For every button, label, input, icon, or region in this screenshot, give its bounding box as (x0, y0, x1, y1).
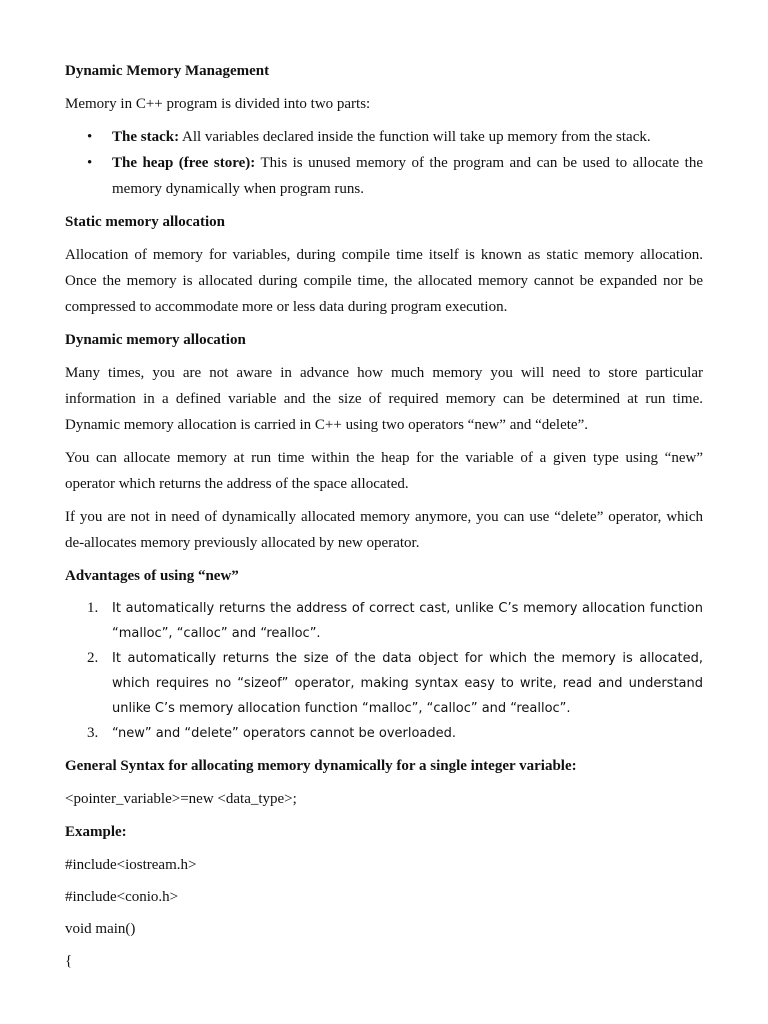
list-item (65, 150, 703, 202)
bullet-text: This is unused memory of the program and can be used to allocate the memory dynamically when program runs. (112, 155, 703, 197)
advantage-text: “new” and “delete” operators cannot be overloaded. (112, 726, 457, 741)
dynamic-paragraph-2: You can allocate memory at run time within the heap for the variable of a given type using “new” operator which returns the address of the space allocated. (65, 450, 703, 492)
bullet-lead: The heap (free store): (112, 155, 256, 171)
dynamic-paragraph-1: Many times, you are not aware in advance how much memory you will need to store particular information in a defined variable and the size of required memory can be determined at run time. Dynamic memory allocation is carried in C++ using two operators “new” and “delete”. (65, 365, 703, 433)
list-item (65, 596, 703, 646)
advantages-heading: Advantages of using “new” (65, 568, 239, 584)
list-item (65, 721, 703, 746)
syntax-line: <pointer_variable>=new <data_type>; (65, 791, 297, 807)
advantage-text: It automatically returns the size of the data object for which the memory is allocated, which requires no “sizeof” operator, making syntax easy to write, read and understand unlike C’s memory allocation function “malloc”, “calloc” and “realloc”. (112, 651, 703, 716)
dynamic-paragraph-3: If you are not in need of dynamically allocated memory anymore, you can use “delete” operator, which de-allocates memory previously allocated by new operator. (65, 509, 703, 551)
page-title: Dynamic Memory Management (65, 63, 270, 79)
memory-parts-list (65, 124, 703, 202)
list-number: 1. (87, 600, 99, 616)
code-line: #include<iostream.h> (65, 857, 197, 873)
example-heading: Example: (65, 824, 127, 840)
static-heading: Static memory allocation (65, 214, 225, 230)
code-line: #include<conio.h> (65, 889, 179, 905)
list-item (65, 646, 703, 721)
bullet-icon: • (87, 155, 93, 171)
static-paragraph: Allocation of memory for variables, during compile time itself is known as static memory allocation. Once the memory is allocated during compile time, the allocated memory cannot be expanded nor be compressed to accommodate more or less data during program execution. (65, 247, 703, 315)
bullet-icon: • (87, 129, 93, 145)
syntax-heading: General Syntax for allocating memory dynamically for a single integer variable: (65, 758, 577, 774)
advantages-list (65, 596, 703, 746)
code-line: void main() (65, 921, 136, 937)
advantage-text: It automatically returns the address of correct cast, unlike C’s memory allocation function “malloc”, “calloc” and “realloc”. (112, 601, 703, 641)
code-line: { (65, 953, 73, 969)
list-number: 3. (87, 725, 99, 741)
dynamic-heading: Dynamic memory allocation (65, 332, 246, 348)
list-item (65, 124, 703, 150)
document-page (65, 58, 703, 980)
bullet-lead: The stack: (112, 129, 180, 145)
list-number: 2. (87, 650, 99, 666)
intro-paragraph: Memory in C++ program is divided into two parts: (65, 96, 371, 112)
bullet-text: All variables declared inside the function will take up memory from the stack. (179, 129, 651, 145)
